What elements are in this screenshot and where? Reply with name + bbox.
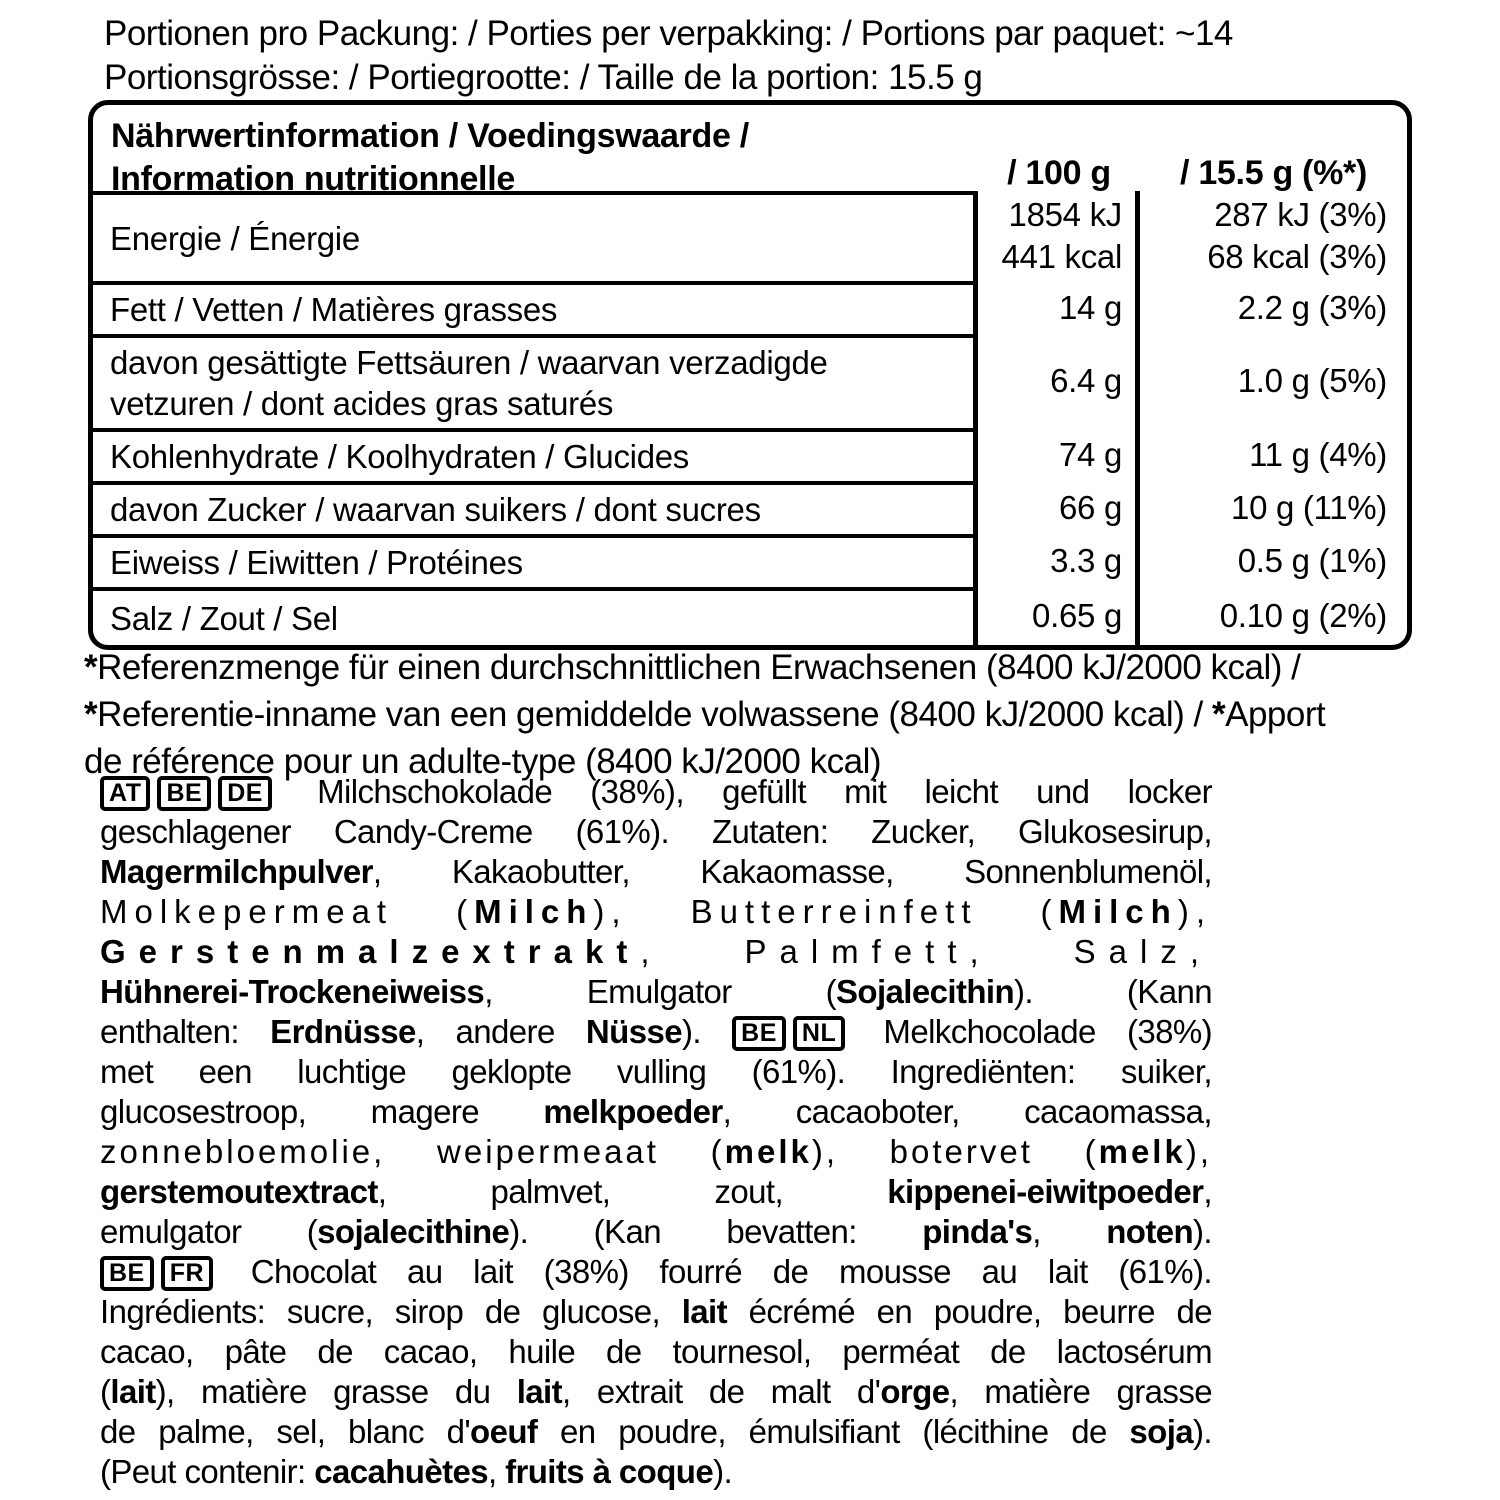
country-code-badge: AT	[100, 776, 150, 811]
footnote-line: *Referenzmenge für einen durchschnittlichen Erwachsenen (8400 kJ/2000 kcal) /	[84, 648, 1301, 687]
table-title-line2: Information nutritionnelle	[111, 160, 515, 198]
nutrient-label: davon Zucker / waarvan suikers / dont sucres	[93, 481, 978, 534]
reference-footnote	[84, 644, 1479, 785]
value-per-serving: 10 g (11%)	[1231, 488, 1387, 526]
country-code-badge: NL	[793, 1016, 845, 1051]
ingredient-line: Ingrédients: sucre, sirop de glucose, lait écrémé en poudre, beurre de	[100, 1293, 1212, 1330]
value-per-serving: 2.2 g (3%)	[1237, 288, 1387, 326]
value-per-serving: 11 g (4%)	[1249, 435, 1387, 473]
nutrient-row	[93, 534, 1407, 587]
ingredient-line: glucosestroop, magere melkpoeder, cacaoboter, cacaomassa,	[100, 1093, 1212, 1130]
value-per-100g: 3.3 g	[978, 534, 1140, 587]
ingredient-line: Magermilchpulver, Kakaobutter, Kakaomasse, Sonnenblumenöl,	[100, 853, 1212, 890]
value-per-100g: 6.4 g	[978, 334, 1140, 428]
value-per-100g: 74 g	[978, 428, 1140, 481]
nutrition-table	[88, 100, 1412, 650]
ingredients-text	[100, 772, 1212, 1492]
table-title-line1: Nährwertinformation / Voedingswaarde /	[111, 117, 749, 155]
value-per-100g: 1854 kJ 441 kcal	[978, 191, 1140, 281]
country-code-badge: BE	[732, 1016, 786, 1051]
nutrient-label: Fett / Vetten / Matières grasses	[93, 281, 978, 334]
country-code-badge: BE	[100, 1256, 154, 1291]
ingredient-line: enthalten: Erdnüsse, andere Nüsse). BE NL Melkchocolade (38%)	[100, 1013, 1212, 1050]
ingredient-line: de palme, sel, blanc d'oeuf en poudre, émulsifiant (lécithine de soja).	[100, 1413, 1212, 1450]
value-per-100g: 0.65 g	[978, 587, 1140, 645]
value-per-100g: 14 g	[978, 281, 1140, 334]
column-header-per-serving: / 15.5 g (%*)	[1180, 154, 1367, 192]
nutrient-row	[93, 587, 1407, 645]
ingredient-line: AT BE DE Milchschokolade (38%), gefüllt mit leicht und locker	[100, 772, 1212, 812]
country-code-badge: DE	[218, 776, 272, 811]
nutrient-label: Kohlenhydrate / Koolhydraten / Glucides	[93, 428, 978, 481]
country-code-badge: BE	[157, 776, 211, 811]
nutrient-row	[93, 334, 1407, 428]
ingredient-line: Hühnerei-Trockeneiweiss, Emulgator (Sojalecithin). (Kann	[100, 973, 1212, 1010]
ingredient-line: BE FR Chocolat au lait (38%) fourré de mousse au lait (61%).	[100, 1252, 1212, 1292]
nutrition-table-title	[93, 105, 978, 201]
value-per-serving: 287 kJ (3%) 68 kcal (3%)	[1207, 196, 1387, 275]
footnote-line: *Referentie-inname van een gemiddelde volwassene (8400 kJ/2000 kcal) / *Apport	[84, 695, 1326, 734]
nutrient-row	[93, 481, 1407, 534]
ingredient-line: geschlagener Candy-Creme (61%). Zutaten: Zucker, Glukosesirup,	[100, 813, 1212, 850]
nutrient-row	[93, 428, 1407, 481]
ingredient-line: Gerstenmalzextrakt, Palmfett, Salz,	[100, 933, 1212, 970]
nutrition-table-body	[93, 191, 1407, 645]
value-per-serving: 0.5 g (1%)	[1237, 541, 1387, 579]
ingredient-line: gerstemoutextract, palmvet, zout, kippenei-eiwitpoeder,	[100, 1173, 1212, 1210]
country-code-badge: FR	[161, 1256, 213, 1291]
value-per-serving: 1.0 g (5%)	[1237, 362, 1387, 399]
nutrient-label: davon gesättigte Fettsäuren / waarvan verzadigde vetzuren / dont acides gras saturés	[93, 334, 978, 428]
value-per-serving: 0.10 g (2%)	[1219, 597, 1387, 634]
ingredient-line: (lait), matière grasse du lait, extrait de malt d'orge, matière grasse	[100, 1373, 1212, 1410]
column-header-per-100g: / 100 g	[1007, 154, 1111, 192]
nutrient-label: Eiweiss / Eiwitten / Protéines	[93, 534, 978, 587]
nutrient-row	[93, 191, 1407, 281]
nutrient-label: Energie / Énergie	[93, 191, 978, 281]
serving-info	[104, 12, 1233, 100]
ingredient-line: (Peut contenir: cacahuètes, fruits à coque).	[100, 1453, 733, 1490]
value-per-100g: 66 g	[978, 481, 1140, 534]
nutrient-label: Salz / Zout / Sel	[93, 587, 978, 645]
nutrient-row	[93, 281, 1407, 334]
ingredient-line: cacao, pâte de cacao, huile de tournesol, perméat de lactosérum	[100, 1333, 1212, 1370]
ingredient-line: Molkepermeat (Milch), Butterreinfett (Milch),	[100, 893, 1212, 930]
servings-per-pack-line: Portionen pro Packung: / Porties per verpakking: / Portions par paquet: ~14	[104, 14, 1233, 53]
ingredient-line: emulgator (sojalecithine). (Kan bevatten: pinda's, noten).	[100, 1213, 1212, 1250]
ingredient-line: zonnebloemolie, weipermeaat (melk), botervet (melk),	[100, 1133, 1212, 1170]
serving-size-line: Portionsgrösse: / Portiegrootte: / Taille de la portion: 15.5 g	[104, 58, 983, 97]
ingredient-line: met een luchtige geklopte vulling (61%). Ingrediënten: suiker,	[100, 1053, 1212, 1090]
footnote-line: de référence pour un adulte-type (8400 kJ/2000 kcal)	[84, 742, 882, 781]
nutrition-table-header	[93, 105, 1407, 198]
